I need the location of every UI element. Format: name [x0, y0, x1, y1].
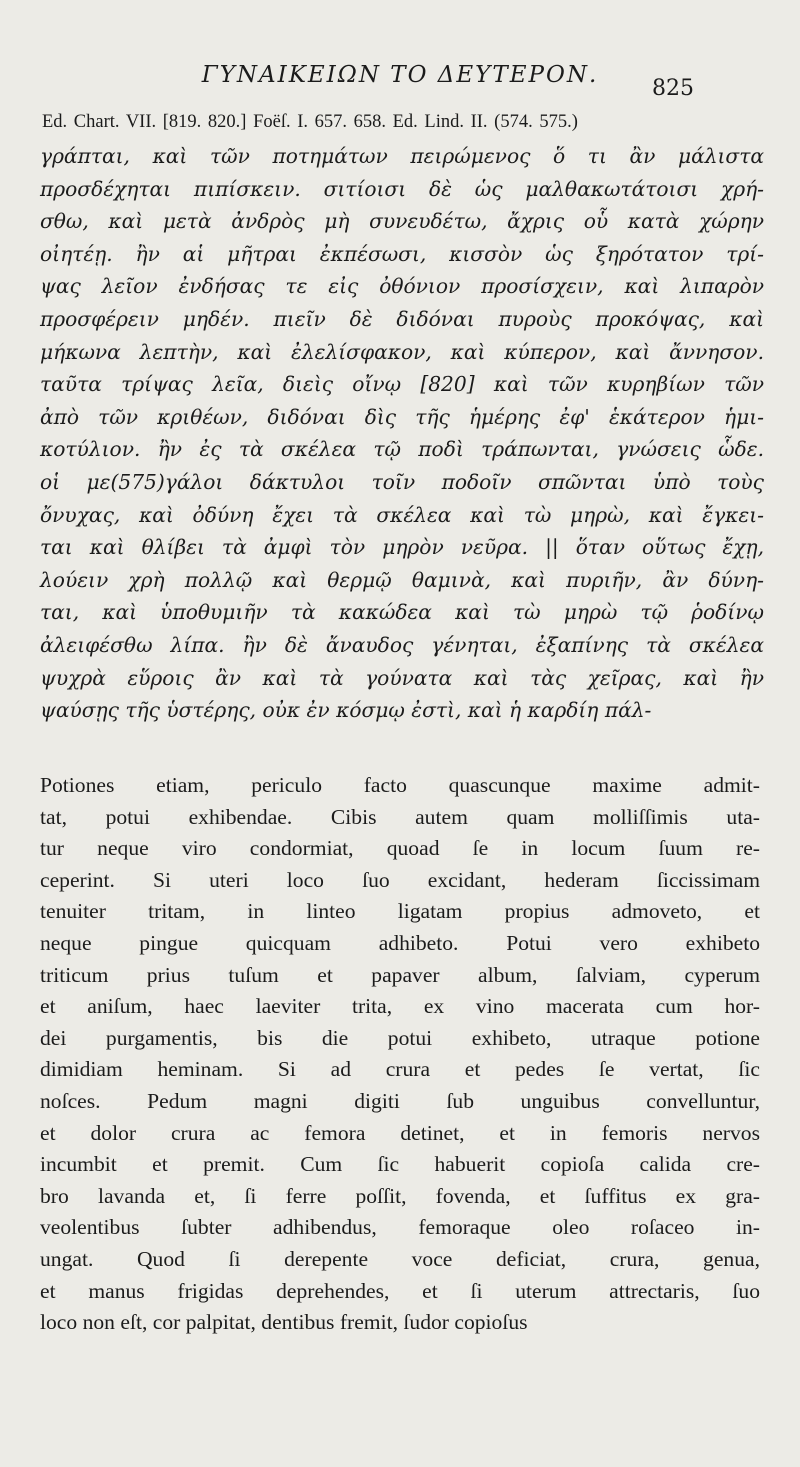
- greek-text-line: ται, καὶ ὑποθυμιῆν τὰ κακώδεα καὶ τὼ μηρὼ τῷ ῥοδίνῳ: [40, 600, 764, 625]
- latin-text-line: tenuiter tritam, in linteo ligatam propius admoveto, et: [40, 899, 760, 924]
- latin-text-line: incumbit et premit. Cum ſic habuerit copioſa calida cre-: [40, 1152, 760, 1177]
- greek-text-line: οἱ με(575)γάλοι δάκτυλοι τοῖν ποδοῖν σπῶνται ὑπὸ τοὺς: [40, 469, 764, 494]
- latin-text-line: et dolor crura ac femora detinet, et in femoris nervos: [40, 1120, 760, 1145]
- latin-text-line: ungat. Quod ſi derepente voce deficiat, crura, genua,: [40, 1246, 760, 1271]
- greek-text-line: γράπται, καὶ τῶν ποτημάτων πειρώμενος ὅ τι ἂν μάλιστα: [40, 144, 764, 168]
- greek-text-line: ψυχρὰ εὕροις ἂν καὶ τὰ γούνατα καὶ τὰς χεῖρας, καὶ ἢν: [40, 665, 764, 690]
- latin-text-line: loco non eſt, cor palpitat, dentibus fremit, ſudor copioſus: [40, 1310, 528, 1335]
- latin-text-line: triticum prius tuſum et papaver album, ſalviam, cyperum: [40, 962, 760, 987]
- edition-reference-line: Ed. Chart. VII. [819. 820.] Foëſ. I. 657. 658. Ed. Lind. II. (574. 575.): [42, 112, 578, 132]
- latin-text-line: veolentibus ſubter adhibendus, femoraque oleo roſaceo in-: [40, 1215, 760, 1240]
- running-title: ΓΥΝΑΙΚΕΙΩΝ ΤΟ ΔΕΥΤΕΡΟΝ.: [201, 62, 599, 88]
- latin-text-line: dimidiam heminam. Si ad crura et pedes ſe vertat, ſic: [40, 1057, 760, 1082]
- greek-text-line: ψας λεῖον ἐνδήσας τε εἰς ὀθόνιον προσίσχειν, καὶ λιπαρὸν: [40, 274, 764, 299]
- greek-text-line: ὄνυχας, καὶ ὀδύνη ἔχει τὰ σκέλεα καὶ τὼ μηρὼ, καὶ ἔγκει-: [40, 502, 764, 527]
- greek-text-line: οἰητέῃ. ἢν αἱ μῆτραι ἐκπέσωσι, κισσὸν ὡς ξηρότατον τρί-: [40, 241, 764, 266]
- greek-text-line: προσφέρειν μηδέν. πιεῖν δὲ διδόναι πυροὺς προκόψας, καὶ: [40, 306, 764, 331]
- greek-text-line: κοτύλιον. ἢν ἐς τὰ σκέλεα τῷ ποδὶ τράπωνται, γνώσεις ὧδε.: [40, 437, 764, 462]
- latin-text-line: bro lavanda et, ſi ferre poſſit, fovenda, et ſuffitus ex gra-: [40, 1183, 760, 1208]
- greek-text-line: μήκωνα λεπτὴν, καὶ ἐλελίσφακον, καὶ κύπερον, καὶ ἄννησον.: [40, 339, 764, 364]
- latin-text-line: noſces. Pedum magni digiti ſub unguibus convelluntur,: [40, 1088, 760, 1113]
- latin-text-line: et aniſum, haec laeviter trita, ex vino macerata cum hor-: [40, 994, 760, 1019]
- greek-text-line: σθω, καὶ μετὰ ἀνδρὸς μὴ συνευδέτω, ἄχρις οὗ κατὰ χώρην: [40, 209, 764, 234]
- page-header: [0, 62, 800, 101]
- latin-text-line: ceperint. Si uteri loco ſuo excidant, hederam ſiccissimam: [40, 867, 760, 892]
- greek-text-line: ταῦτα τρίψας λεῖα, διεὶς οἴνῳ [820] καὶ τῶν κυρηβίων τῶν: [40, 372, 764, 397]
- latin-text-line: tur neque viro condormiat, quoad ſe in locum ſuum re-: [40, 836, 760, 861]
- greek-text-line: προσδέχηται πιπίσκειν. σιτίοισι δὲ ὡς μαλθακωτάτοισι χρή-: [40, 176, 764, 201]
- latin-text-line: tat, potui exhibendae. Cibis autem quam molliſſimis uta-: [40, 804, 760, 829]
- latin-text-line: Potiones etiam, periculo facto quascunque maxime admit-: [40, 773, 760, 797]
- greek-text-line: ἀλειφέσθω λίπα. ἢν δὲ ἄναυδος γένηται, ἐξαπίνης τὰ σκέλεα: [40, 632, 764, 657]
- greek-text-line: λούειν χρὴ πολλῷ καὶ θερμῷ θαμινὰ, καὶ πυριῆν, ἂν δύνη-: [40, 567, 764, 592]
- latin-text-line: et manus frigidas deprehendes, et ſi uterum attrectaris, ſuo: [40, 1278, 760, 1303]
- greek-text-line: ται καὶ θλίβει τὰ ἀμφὶ τὸν μηρὸν νεῦρα. || ὅταν οὕτως ἔχῃ,: [40, 535, 764, 560]
- greek-text-line: ψαύσῃς τῆς ὑστέρης, οὐκ ἐν κόσμῳ ἐστὶ, καὶ ἡ καρδίη πάλ-: [40, 698, 652, 723]
- page-number: 825: [652, 76, 694, 101]
- greek-text-block: [40, 140, 764, 727]
- latin-text-line: neque pingue quicquam adhibeto. Potui vero exhibeto: [40, 930, 760, 955]
- latin-text-line: dei purgamentis, bis die potui exhibeto, utraque potione: [40, 1025, 760, 1050]
- greek-text-line: ἀπὸ τῶν κριθέων, διδόναι δὶς τῆς ἡμέρης ἐφ' ἑκάτερον ἡμι-: [40, 404, 764, 429]
- latin-translation-block: [40, 770, 760, 1339]
